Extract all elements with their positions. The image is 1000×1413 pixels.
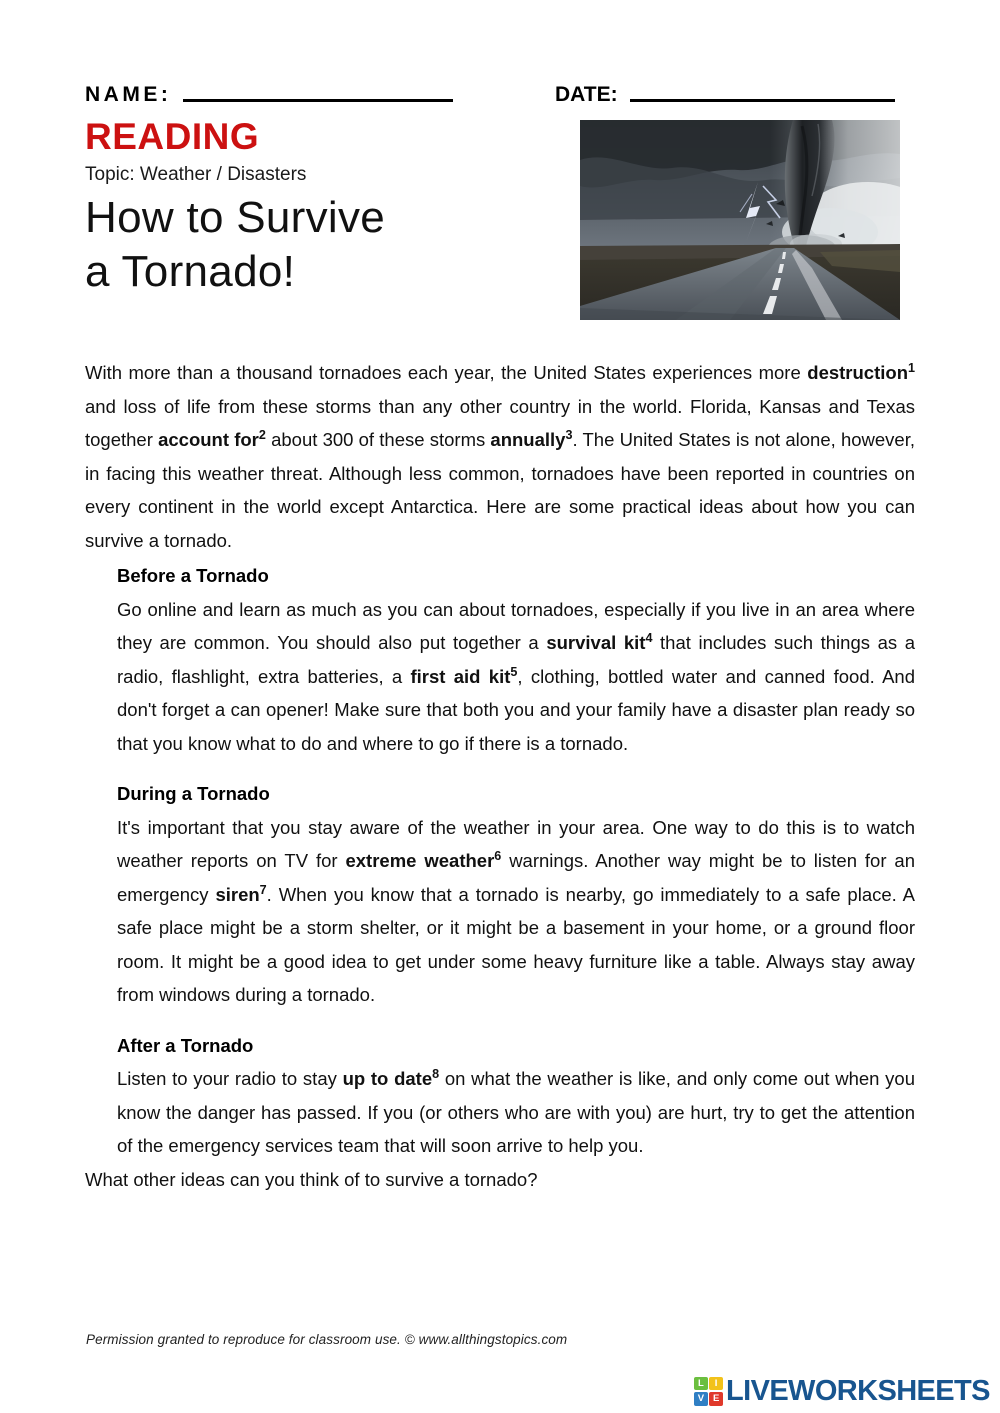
footnote-ref-2: 2	[258, 427, 266, 442]
name-field-group	[85, 84, 555, 106]
footnote-ref-4: 4	[645, 630, 653, 645]
section-text-3: , clothing, bottled water and canned food. And don't forget a can opener! Make sure that both you and your family have a disaster plan ready so that you know what to do and where to go if there is a tornado.	[117, 665, 915, 754]
footnote-ref-5: 5	[510, 664, 518, 679]
footnote-ref-6: 6	[494, 848, 502, 863]
intro-text-3: about 300 of these storms	[265, 429, 491, 450]
topic-line: Topic: Weather / Disasters	[85, 164, 307, 185]
term-up-to-date: up to date	[342, 1068, 433, 1089]
term-annually: annually	[490, 429, 566, 450]
liveworksheets-logo[interactable]	[694, 1374, 990, 1408]
section-text-1: Listen to your radio to stay	[117, 1068, 343, 1089]
page-title	[85, 191, 555, 299]
permission-note: Permission granted to reproduce for classroom use. © www.allthingstopics.com	[86, 1332, 568, 1347]
footnote-ref-8: 8	[432, 1066, 440, 1081]
footnote-ref-1: 1	[908, 360, 915, 375]
name-date-row	[85, 72, 915, 106]
term-first-aid-kit: first aid kit	[410, 665, 511, 687]
section-text-3: . When you know that a tornado is nearby, go immediately to a safe place. A safe place might be a storm shelter, or it might be a basement in your home, or a ground floor room. It might be a good idea to get under some heavy furniture like a table. Always stay away from windows during a tornado.	[117, 883, 916, 1005]
section-text-2: on what the weather is like, and only come out when you know the danger has passed. If you (or others who are with you) are hurt, try to get the attention of the emergency services team that will soon arrive to help you.	[117, 1068, 915, 1156]
tornado-photo-illustration	[580, 120, 900, 320]
liveworksheets-wordmark: LIVEWORKSHEETS	[726, 1374, 990, 1407]
logo-letter-i: I	[709, 1377, 723, 1391]
section-after-a-tornado	[85, 1029, 915, 1163]
reading-heading: READING	[85, 116, 260, 157]
name-write-line[interactable]	[183, 99, 453, 102]
tornado-photo	[580, 120, 900, 320]
intro-text-2: and loss of life from these storms than any other country in the world. Florida, Kansas and Texas together	[85, 395, 915, 450]
section-text-2: that includes such things as a radio, flashlight, extra batteries, a	[117, 632, 915, 687]
liveworksheets-logo-icon	[694, 1377, 723, 1406]
section-during-a-tornado	[85, 777, 915, 1012]
section-heading: During a Tornado	[117, 783, 270, 804]
term-siren: siren	[215, 883, 260, 905]
page-title-line-1: How to Survive	[85, 193, 386, 242]
title-block	[85, 116, 555, 299]
date-field-group	[555, 84, 915, 106]
intro-paragraph	[85, 356, 915, 557]
section-before-a-tornado	[85, 559, 915, 760]
section-paragraph	[117, 1062, 915, 1163]
section-heading: After a Tornado	[117, 1034, 254, 1056]
footnote-ref-7: 7	[259, 882, 267, 897]
section-text-2: warnings. Another way might be to listen for an emergency	[117, 850, 915, 905]
logo-letter-e: E	[709, 1392, 723, 1406]
closing-question: What other ideas can you think of to survive a tornado?	[85, 1168, 538, 1190]
footnote-ref-3: 3	[565, 427, 573, 442]
section-text-1: It's important that you stay aware of the weather in your area. One way to do this is to watch weather reports on TV for	[117, 816, 915, 871]
article-body	[85, 356, 915, 1196]
term-account-for: account for	[158, 429, 259, 450]
section-paragraph	[117, 811, 915, 1012]
name-label: NAME:	[85, 83, 172, 106]
date-write-line[interactable]	[630, 99, 895, 102]
logo-letter-v: V	[694, 1392, 708, 1406]
section-heading: Before a Tornado	[117, 565, 269, 586]
term-extreme-weather: extreme weather	[345, 850, 495, 871]
page-title-line-2: a Tornado!	[85, 247, 296, 296]
section-text-1: Go online and learn as much as you can about tornadoes, especially if you live in an area where they are common. You should also put together a	[117, 598, 915, 653]
section-paragraph	[117, 593, 915, 761]
logo-letter-l: L	[694, 1377, 708, 1391]
term-destruction: destruction	[807, 362, 908, 383]
intro-text-1: With more than a thousand tornadoes each year, the United States experiences more	[85, 362, 808, 383]
term-survival-kit: survival kit	[546, 632, 646, 653]
date-label: DATE:	[555, 83, 618, 106]
intro-text-4: . The United States is not alone, however, in facing this weather threat. Although less common, tornadoes have been reported in countries on every continent in the world except Antarctica. Here are some practical ideas about how you can survive a tornado.	[85, 429, 915, 551]
